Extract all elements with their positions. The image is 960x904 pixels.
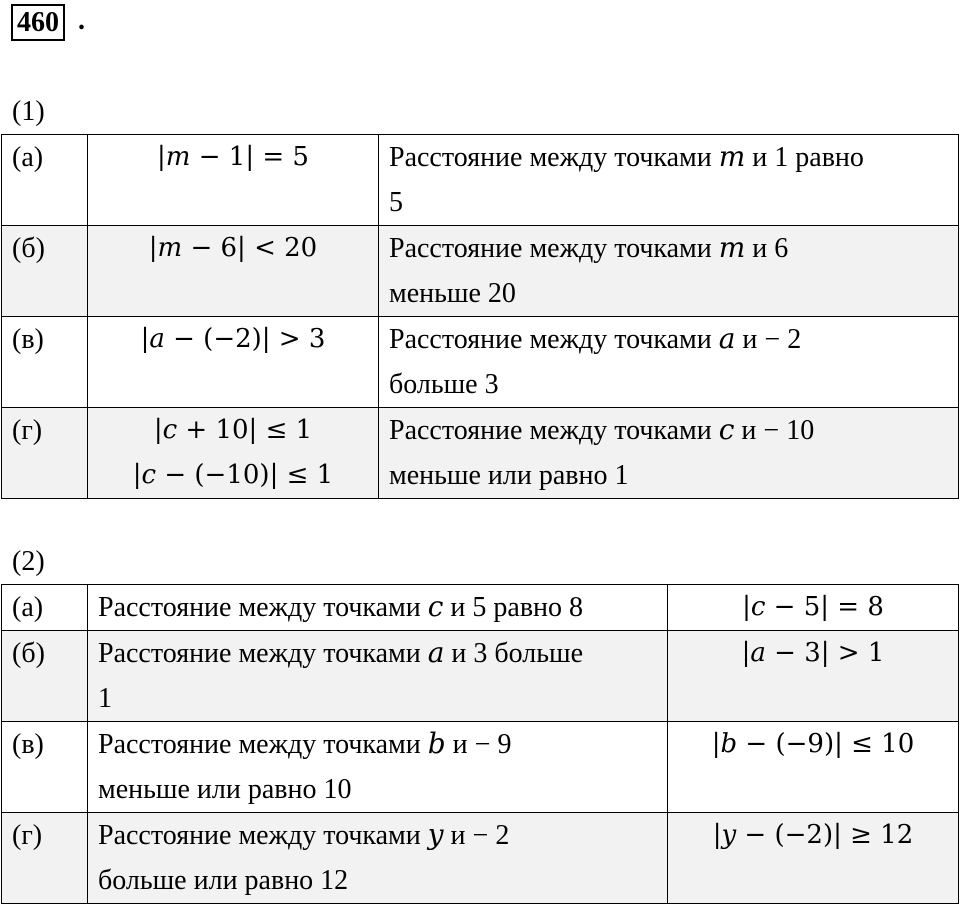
math-cell: [88, 226, 379, 317]
part-1-label: (1): [12, 96, 45, 127]
math-expression: |𝑎 − (−2)| > 3: [140, 324, 326, 354]
math-expression: |𝑐 − 5| = 8: [742, 592, 884, 622]
math-expression: |𝑦 − (−2)| ≥ 12: [712, 820, 914, 850]
table-row: [2, 408, 959, 499]
text-line: Расстояние между точками 𝑚 и 1 равно: [389, 142, 864, 173]
math-cell: [668, 813, 959, 904]
text-line: меньше 20: [389, 278, 516, 309]
table-row: [2, 135, 959, 226]
text-line: Расстояние между точками 𝑐 и − 10: [389, 415, 815, 446]
text-cell: [379, 226, 959, 317]
row-letter: (б): [2, 226, 88, 317]
text-line: меньше или равно 1: [389, 460, 629, 491]
text-line: больше 3: [389, 369, 499, 400]
text-cell: [379, 135, 959, 226]
text-cell: [379, 408, 959, 499]
text-cell: [379, 317, 959, 408]
part-2-label: (2): [12, 546, 45, 577]
table-row: [2, 813, 959, 904]
table-row: [2, 722, 959, 813]
text-cell: [88, 813, 668, 904]
text-line: Расстояние между точками 𝑎 и 3 больше: [98, 638, 584, 669]
text-cell: [88, 722, 668, 813]
math-expression: |𝑏 − (−9)| ≤ 10: [711, 729, 915, 759]
math-cell: [88, 317, 379, 408]
text-line: 1: [98, 683, 112, 714]
text-line: Расстояние между точками 𝑎 и − 2: [389, 324, 802, 355]
table-row: [2, 631, 959, 722]
text-cell: [88, 631, 668, 722]
text-cell: [88, 585, 668, 631]
text-line: Расстояние между точками 𝑏 и − 9: [98, 729, 512, 760]
math-expression: |𝑚 − 1| = 5: [157, 142, 309, 172]
table-row: [2, 226, 959, 317]
math-expression: |𝑚 − 6| < 20: [148, 233, 318, 263]
table-row: [2, 585, 959, 631]
row-letter: (б): [2, 631, 88, 722]
math-expression: |𝑐 − (−10)| ≤ 1: [132, 460, 334, 490]
text-line: меньше или равно 10: [98, 774, 352, 805]
row-letter: (в): [2, 317, 88, 408]
exercise-number: 460: [11, 4, 65, 41]
math-cell: [668, 631, 959, 722]
exercise-number-dot: .: [78, 5, 85, 36]
row-letter: (а): [2, 585, 88, 631]
row-letter: (г): [2, 408, 88, 499]
math-cell: [88, 408, 379, 499]
part-1-table: [1, 134, 959, 499]
math-expression: |𝑐 + 10| ≤ 1: [153, 415, 313, 445]
part-2-table: [1, 584, 959, 904]
math-cell: [88, 135, 379, 226]
text-line: 5: [389, 187, 403, 218]
text-line: Расстояние между точками 𝑐 и 5 равно 8: [98, 592, 584, 623]
math-cell: [668, 722, 959, 813]
row-letter: (в): [2, 722, 88, 813]
text-line: больше или равно 12: [98, 865, 349, 896]
math-expression: |𝑎 − 3| > 1: [741, 638, 885, 668]
text-line: Расстояние между точками 𝑚 и 6: [389, 233, 789, 264]
table-row: [2, 317, 959, 408]
row-letter: (а): [2, 135, 88, 226]
math-cell: [668, 585, 959, 631]
text-line: Расстояние между точками 𝑦 и − 2: [98, 820, 510, 851]
row-letter: (г): [2, 813, 88, 904]
